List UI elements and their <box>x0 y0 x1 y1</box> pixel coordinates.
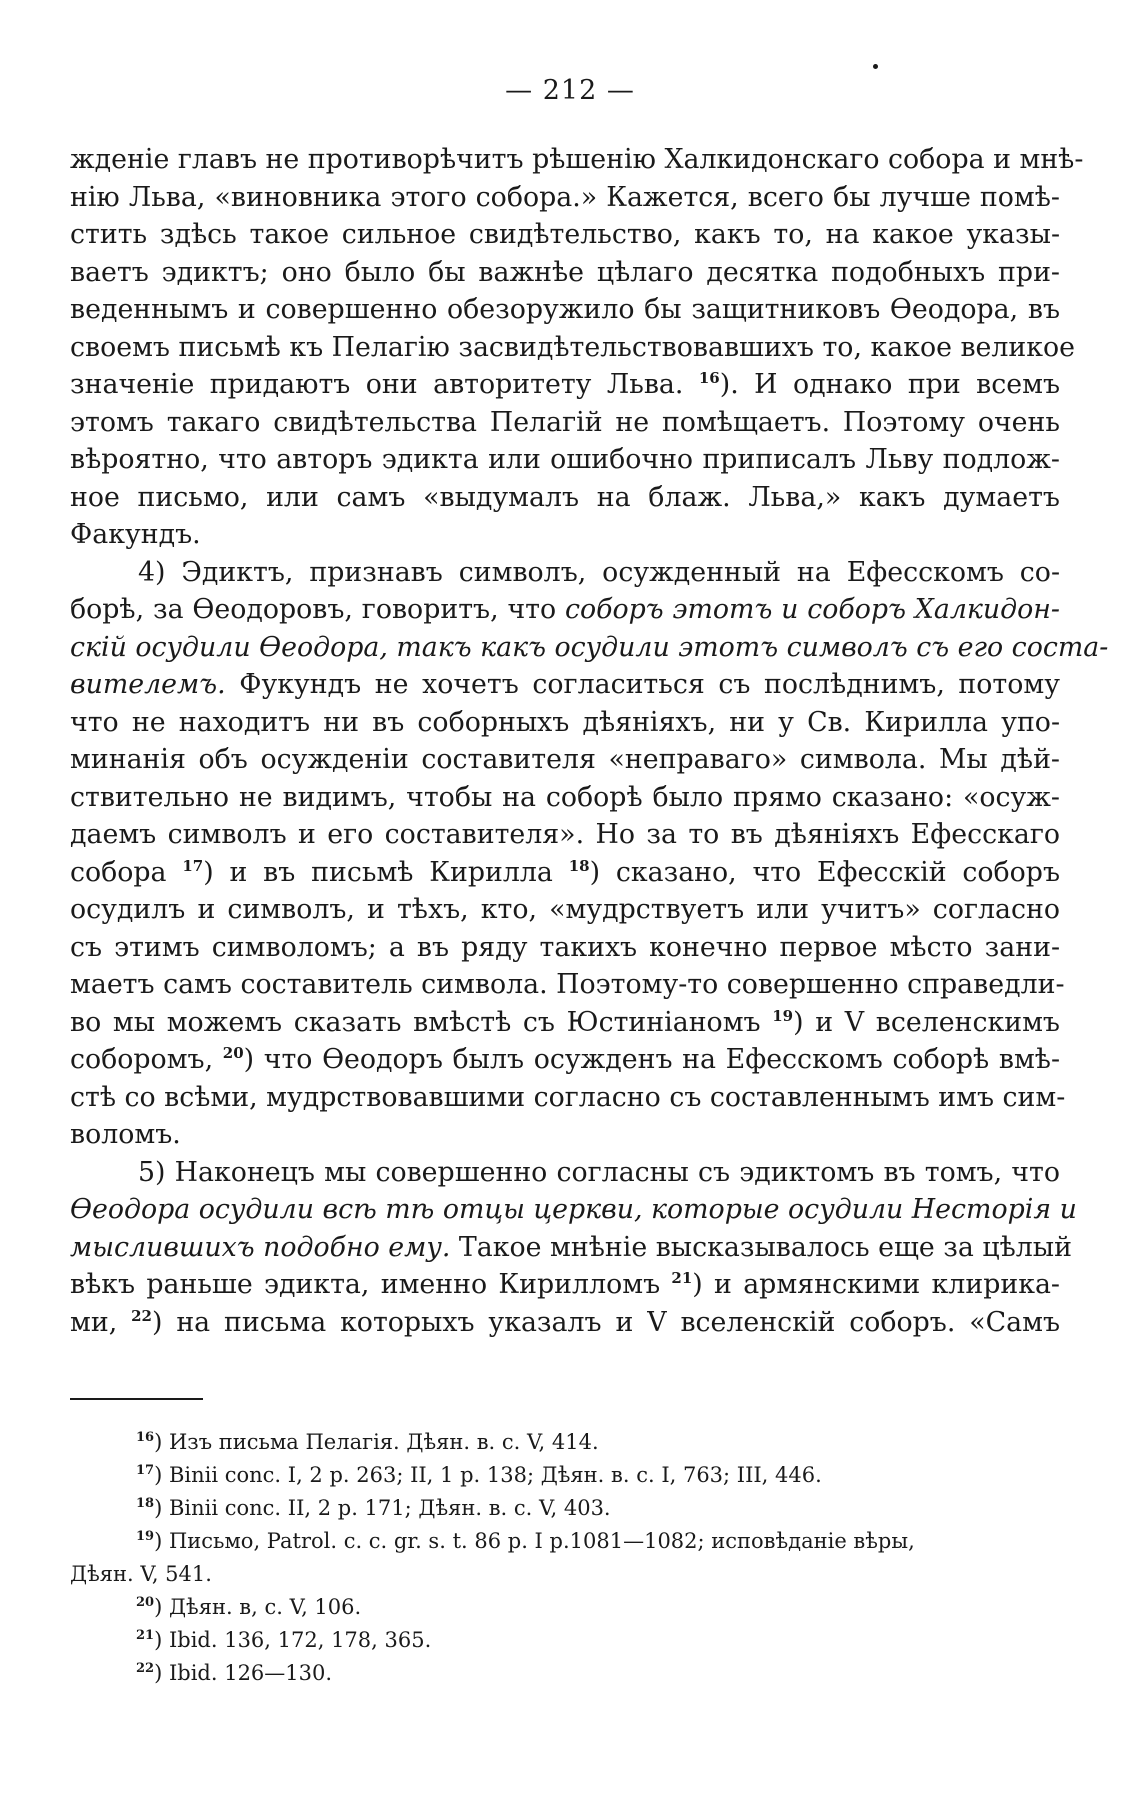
text-line <box>70 891 1060 929</box>
text-segment: осудилъ и символъ, и тѣхъ, кто, «мудрствуетъ или учитъ» согласно <box>70 894 1060 925</box>
text-line <box>70 1229 1072 1267</box>
text-segment: ) Ibid. 126—130. <box>154 1661 333 1685</box>
text-segment: 5) Наконецъ мы совершенно согласны съ эдиктомъ въ томъ, что <box>138 1156 1060 1188</box>
text-line <box>70 966 1065 1004</box>
footnote-ref: 17 <box>182 856 204 875</box>
text-line <box>70 141 1084 179</box>
footnote-ref: 22 <box>136 1661 155 1676</box>
footnote-line <box>70 1624 1060 1657</box>
text-line <box>70 666 1060 704</box>
text-segment: веденнымъ и совершенно обезоружило бы защитниковъ Ѳеодора, въ <box>70 294 1060 325</box>
text-line <box>70 404 1060 442</box>
text-segment: ) Binii conc. II, 2 p. 171; Дѣян. в. с. V, 403. <box>154 1496 611 1520</box>
italic-text: соборъ этотъ и соборъ Халкидон- <box>564 594 1060 625</box>
text-line <box>70 291 1060 329</box>
footnote-ref: 20 <box>136 1595 155 1610</box>
text-segment: ) Binii conc. I, 2 p. 263; II, 1 p. 138; Дѣян. в. с. I, 763; III, 446. <box>154 1463 822 1487</box>
text-segment: Дѣян. V, 541. <box>70 1562 212 1586</box>
text-segment: стить здѣсь такое сильное свидѣтельство, какъ то, на какое указы- <box>70 219 1060 250</box>
text-segment: значеніе придаютъ они авторитету Льва. <box>70 369 699 400</box>
text-line <box>70 216 1060 254</box>
footnote-ref: 21 <box>671 1269 693 1287</box>
text-line <box>70 479 1060 517</box>
footnote-ref: 19 <box>136 1529 155 1544</box>
text-line <box>70 179 1060 217</box>
text-line <box>70 779 1060 817</box>
text-segment: ) и въ письмѣ Кирилла <box>203 856 569 888</box>
text-line <box>70 741 1060 779</box>
footnote-ref: 20 <box>222 1044 244 1062</box>
footnote-separator <box>70 1398 203 1400</box>
italic-text: мыслившихъ подобно ему. <box>70 1231 451 1263</box>
paragraph-edict-letter <box>70 141 1084 554</box>
text-segment: своемъ письмѣ къ Пелагію засвидѣтельствовавшихъ то, какое великое <box>70 331 1076 363</box>
text-segment: ное письмо, или самъ «выдумалъ на блаж. Льва,» какъ думаетъ <box>70 481 1060 513</box>
text-segment: Фукундъ не хочетъ согласиться съ послѣднимъ, потому <box>225 669 1060 700</box>
text-segment: ) Изъ письма Пелагія. Дѣян. в. с. V, 414. <box>154 1430 599 1454</box>
italic-text: вителемъ. <box>70 669 226 700</box>
footnote-ref: 17 <box>136 1463 155 1478</box>
text-line <box>70 254 1060 292</box>
footnote-line <box>70 1492 1060 1525</box>
footnote-line <box>70 1558 1060 1591</box>
text-segment: даемъ символъ и его составителя». Но за то въ дѣяніяхъ Ефесскаго <box>70 819 1060 850</box>
text-line <box>70 1079 1066 1117</box>
text-segment: 4) Эдиктъ, признавъ символъ, осужденный на Ефесскомъ со- <box>138 556 1060 588</box>
text-segment: соборомъ, <box>70 1044 223 1075</box>
text-line <box>70 854 1060 892</box>
text-segment: ) сказано, что Ефесскій соборъ <box>589 856 1061 888</box>
text-line <box>70 816 1060 854</box>
text-segment: нію Льва, «виновника этого собора.» Кажется, всего бы лучше помѣ- <box>70 181 1060 213</box>
text-segment: ствительно не видимъ, чтобы на соборѣ было прямо сказано: «осуж- <box>70 781 1060 813</box>
text-segment: маетъ самъ составитель символа. Поэтому-то совершенно справедли- <box>70 969 1065 1000</box>
text-line <box>70 1041 1060 1079</box>
text-segment: ) на письма которыхъ указалъ и V вселенскій соборъ. «Самъ <box>151 1306 1060 1338</box>
text-segment: ) и армянскими клирика- <box>692 1269 1060 1300</box>
ink-speck <box>873 64 878 69</box>
text-segment: жденіе главъ не противорѣчитъ рѣшенію Халкидонскаго собора и мнѣ- <box>70 144 1084 175</box>
text-line <box>70 329 1076 367</box>
text-segment: вѣроятно, что авторъ эдикта или ошибочно приписалъ Льву подлож- <box>70 444 1060 475</box>
text-segment: съ этимъ символомъ; а въ ряду такихъ конечно первое мѣсто зани- <box>70 931 1060 963</box>
text-line <box>70 1154 1060 1192</box>
text-segment: собора <box>70 856 183 888</box>
italic-text: скій осудили Ѳеодора, такъ какъ осудили этотъ символъ съ его соста- <box>70 631 1109 663</box>
text-line <box>70 366 1060 404</box>
main-text <box>70 141 1109 1341</box>
page-number: — 212 — <box>505 75 635 106</box>
footnote-line <box>70 1525 1060 1558</box>
footnote-line <box>70 1591 1060 1624</box>
footnote-line <box>70 1459 1060 1492</box>
text-segment: во мы можемъ сказать вмѣстѣ съ Юстиніаномъ <box>70 1006 773 1038</box>
text-segment: воломъ. <box>70 1119 181 1150</box>
text-segment: ми, <box>70 1306 132 1338</box>
text-line <box>70 1004 1060 1042</box>
italic-text: Ѳеодора осудили всѣ тѣ отцы церкви, которые осудили Несторія и <box>70 1194 1077 1225</box>
text-line <box>70 1116 1060 1154</box>
text-segment: стѣ со всѣми, мудрствовавшими согласно съ составленнымъ имъ сим- <box>70 1081 1066 1113</box>
paragraph-point-4 <box>70 554 1109 1154</box>
footnote-ref: 16 <box>136 1430 155 1445</box>
footnote-ref: 18 <box>136 1496 155 1511</box>
footnote-ref: 16 <box>698 369 720 387</box>
text-line <box>70 554 1060 592</box>
footnote-line <box>70 1426 1060 1459</box>
text-segment: ) Дѣян. в, с. V, 106. <box>154 1595 362 1619</box>
text-segment: ) и V вселенскимъ <box>793 1006 1060 1038</box>
text-line <box>70 516 1060 554</box>
text-line <box>70 441 1060 479</box>
text-segment: что не находитъ ни въ соборныхъ дѣяніяхъ, ни у Св. Кирилла упо- <box>70 706 1060 738</box>
text-line <box>70 1191 1077 1229</box>
footnotes <box>70 1426 1060 1690</box>
text-segment: ). И однако при всемъ <box>719 369 1061 400</box>
footnote-ref: 18 <box>568 856 590 875</box>
text-line <box>70 629 1109 667</box>
text-segment: борѣ, за Ѳеодоровъ, говоритъ, что <box>70 594 565 625</box>
text-line <box>70 591 1060 629</box>
paragraph-point-5 <box>70 1154 1077 1342</box>
text-segment: минанія объ осужденіи составителя «неправаго» символа. Мы дѣй- <box>70 744 1060 775</box>
footnote-line <box>70 1657 1060 1690</box>
text-line <box>70 1266 1060 1304</box>
text-segment: ваетъ эдиктъ; оно было бы важнѣе цѣлаго десятка подобныхъ при- <box>70 256 1060 288</box>
text-line <box>70 929 1060 967</box>
text-line <box>70 704 1060 742</box>
footnote-ref: 19 <box>772 1006 794 1025</box>
text-line <box>70 1304 1060 1342</box>
text-segment: ) что Ѳеодоръ былъ осужденъ на Ефесскомъ соборѣ вмѣ- <box>243 1044 1061 1075</box>
text-segment: вѣкъ раньше эдикта, именно Кирилломъ <box>70 1269 672 1300</box>
text-segment: Факундъ. <box>70 519 201 550</box>
text-segment: ) Ibid. 136, 172, 178, 365. <box>154 1628 432 1652</box>
footnote-ref: 21 <box>136 1628 155 1643</box>
text-segment: Такое мнѣніе высказывалось еще за цѣлый <box>450 1231 1072 1263</box>
footnote-ref: 22 <box>131 1306 152 1325</box>
text-segment: этомъ такаго свидѣтельства Пелагій не помѣщаетъ. Поэтому очень <box>70 406 1060 438</box>
text-segment: ) Письмо, Patrol. c. c. gr. s. t. 86 p. I p.1081—1082; исповѣданіе вѣры, <box>154 1529 915 1553</box>
